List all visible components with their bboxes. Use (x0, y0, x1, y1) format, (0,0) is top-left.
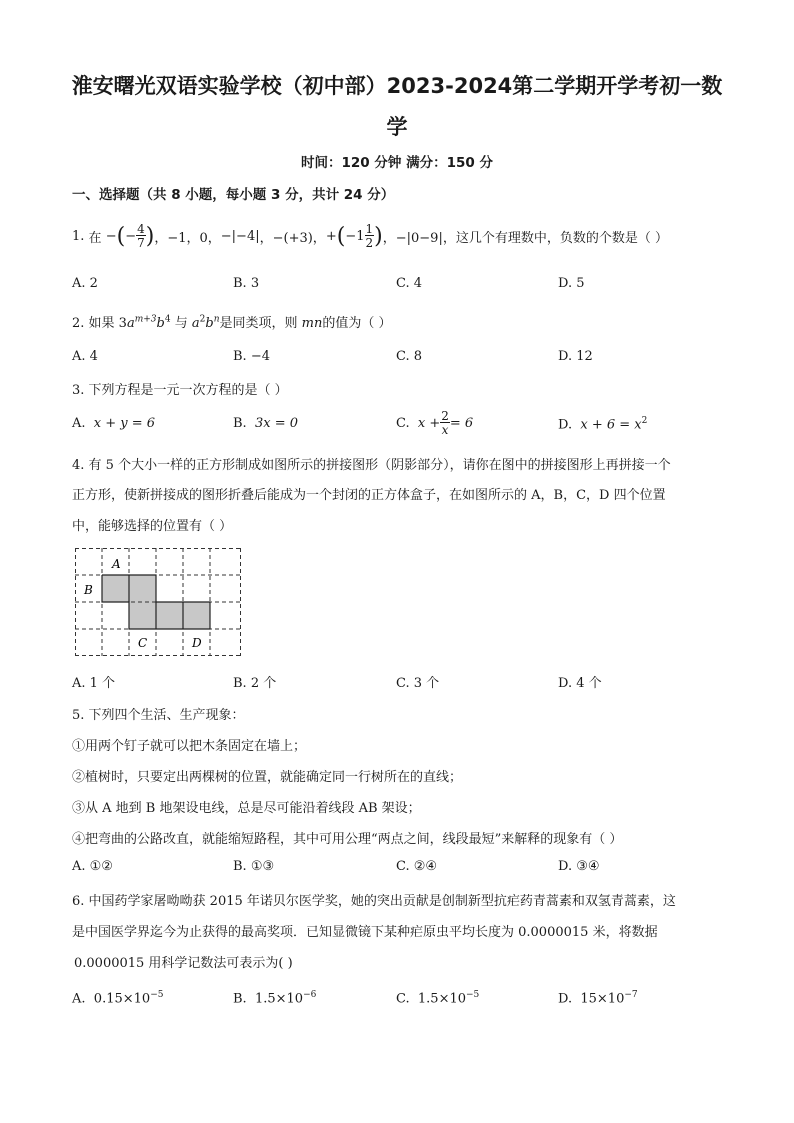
q3-option-a: A. x + y = 6 (72, 416, 156, 431)
q3-option-c: C. x + $\frac{2}{x}$ = 6 (396, 409, 474, 437)
q3-option-b: B. 3x = 0 (233, 416, 298, 431)
q5-option-b: B. ①③ (233, 859, 275, 874)
q5-item-4: ④把弯曲的公路改直，就能缩短路程，其中可用公理“两点之间，线段最短”来解释的现象有（ ） (72, 832, 623, 847)
q5-option-d: D. ③④ (558, 859, 600, 874)
q3-option-d: D. $x + 6 = x^2$ (558, 416, 648, 433)
q1-option-c: C. 4 (396, 276, 423, 291)
shaded-square (183, 602, 210, 629)
page-title-line1: 淮安曙光双语实验学校（初中部）2023-2024第二学期开学考初一数 (71, 74, 723, 98)
shaded-square (102, 575, 129, 602)
question-3: 3. 下列方程是一元一次方程的是（ ） (72, 383, 288, 398)
label-c: C (138, 636, 148, 650)
q1-option-d: D. 5 (558, 276, 585, 291)
q1-f2-whole: 1 (356, 228, 365, 244)
section-heading: 一、选择题（共 8 小题，每小题 3 分，共计 24 分） (72, 187, 395, 203)
question-6-line2: 是中国医学界迄今为止获得的最高奖项．已知显微镜下某种疟原虫平均长度为 0.0000015 米，将数据 (72, 925, 658, 940)
label-a: A (112, 557, 121, 571)
q5-item-1: ①用两个钉子就可以把木条固定在墙上； (72, 739, 307, 754)
shaded-square (129, 575, 156, 602)
q1-pre: 在 (88, 230, 102, 246)
q6-option-c: C. $1.5\times 10^{-5}$ (396, 990, 480, 1007)
question-1: 1. 在 − ( − $\frac{4}{7}$ ) ，−1，0， −|−4| ，−(+3)， + ( − 1 $\frac{1}{2}$ ) ，−|0−9| ，这几个有理数中，负数的个数是（ ） (72, 222, 668, 250)
q6-option-d: D. $15\times 10^{-7}$ (558, 990, 638, 1007)
q4-option-c: C. 3 个 (396, 676, 440, 691)
q2-option-b: B. −4 (233, 349, 270, 364)
question-5: 5. 下列四个生活、生产现象： (72, 708, 245, 723)
question-4-line2: 正方形，使新拼接成的图形折叠后能成为一个封闭的正方体盒子，在如图所示的 A，B，C，D 四个位置 (72, 488, 666, 503)
label-b: B (84, 583, 93, 597)
q1-items-a: ，−1，0， (154, 230, 221, 246)
q6-option-a: A. $0.15\times 10^{-5}$ (72, 990, 164, 1007)
q2-option-a: A. 4 (72, 349, 98, 364)
q6-option-b: B. $1.5\times 10^{-6}$ (233, 990, 317, 1007)
exam-meta: 时间：120 分钟 满分：150 分 (301, 155, 493, 171)
q5-item-2: ②植树时，只要定出两棵树的位置，就能确定同一行树所在的直线； (72, 770, 463, 785)
q4-option-a: A. 1 个 (72, 676, 116, 691)
q5-option-a: A. ①② (72, 859, 113, 874)
q2-option-d: D. 12 (558, 349, 593, 364)
q1-fraction-1: $\frac{4}{7}$ (137, 222, 145, 250)
q1-number: 1. (72, 228, 85, 244)
question-6-line1: 6. 中国药学家屠呦呦获 2015 年诺贝尔医学奖，她的突出贡献是创制新型抗疟药青蒿素和双氢青蒿素，这 (72, 894, 676, 909)
question-4-line3: 中，能够选择的位置有（ ） (72, 519, 233, 534)
q1-abs09: ，−|0−9| (382, 230, 443, 246)
shaded-square (129, 602, 156, 629)
q1-option-a: A. 2 (72, 276, 98, 291)
q5-item-3: ③从 A 地到 B 地架设电线，总是尽可能沿着线段 AB 架设； (72, 801, 421, 816)
q1-option-b: B. 3 (233, 276, 260, 291)
q1-abs4: −|−4| (220, 228, 260, 244)
q2-option-c: C. 8 (396, 349, 423, 364)
question-4-line1: 4. 有 5 个大小一样的正方形制成如图所示的拼接图形（阴影部分），请你在图中的拼接图形上再拼接一个 (72, 458, 671, 473)
page-title-line2: 学 (386, 115, 408, 139)
cube-net-figure (75, 548, 243, 656)
q5-option-c: C. ②④ (396, 859, 438, 874)
shaded-square (156, 602, 183, 629)
q4-option-d: D. 4 个 (558, 676, 602, 691)
question-2: 2. 如果 $3a^{m+3}b^4$ 与 $a^2b^n$是同类项，则 mn的值为（ ） (72, 314, 392, 331)
question-6-line3: 0.0000015 用科学记数法可表示为( ) (74, 956, 293, 971)
q1-tail: ，这几个有理数中，负数的个数是（ ） (442, 230, 668, 246)
label-d: D (192, 636, 202, 650)
q4-option-b: B. 2 个 (233, 676, 277, 691)
q1-plus3: ，−(+3)， (259, 230, 326, 246)
q1-fraction-2: $\frac{1}{2}$ (365, 222, 374, 250)
